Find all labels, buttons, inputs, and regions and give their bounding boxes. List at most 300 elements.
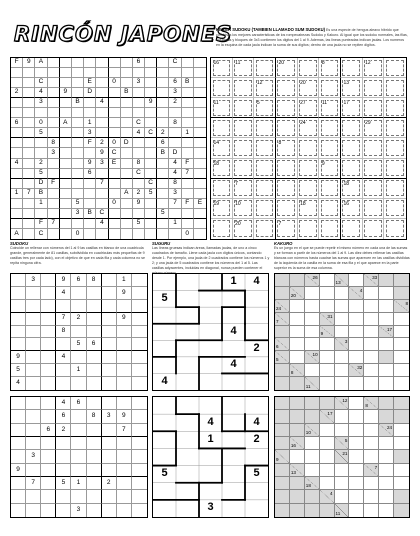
kakuro-cell[interactable] [394, 477, 409, 490]
kakuro-cell[interactable] [349, 450, 364, 463]
kakuro-cell[interactable] [349, 326, 364, 339]
grid-cell[interactable]: 3 [102, 410, 117, 423]
killer-cell[interactable] [319, 179, 341, 199]
grid-cell[interactable] [133, 88, 145, 98]
kakuro-cell[interactable] [364, 504, 379, 517]
grid-cell[interactable]: 0 [109, 199, 121, 209]
grid-cell[interactable] [84, 108, 96, 118]
grid-cell[interactable]: E [194, 199, 206, 209]
grid-cell[interactable] [11, 169, 23, 179]
grid-cell[interactable]: 1 [117, 274, 132, 287]
grid-cell[interactable] [121, 108, 133, 118]
grid-cell[interactable] [11, 274, 26, 287]
killer-cell[interactable] [254, 78, 276, 98]
grid-cell[interactable] [121, 128, 133, 138]
grid-cell[interactable]: 6 [157, 138, 169, 148]
grid-cell[interactable] [72, 219, 84, 229]
killer-cell[interactable] [254, 138, 276, 158]
grid-cell[interactable] [71, 300, 86, 313]
grid-cell[interactable] [48, 229, 60, 239]
grid-cell[interactable] [11, 68, 23, 78]
grid-cell[interactable] [132, 351, 147, 364]
killer-cell[interactable] [298, 58, 320, 78]
kakuro-cell[interactable] [379, 464, 394, 477]
grid-cell[interactable] [121, 179, 133, 189]
grid-cell[interactable] [145, 118, 157, 128]
grid-cell[interactable] [41, 437, 56, 450]
grid-cell[interactable] [132, 313, 147, 326]
grid-cell[interactable] [11, 313, 26, 326]
grid-cell[interactable]: 2 [71, 313, 86, 326]
grid-cell[interactable] [194, 58, 206, 68]
killer-cell[interactable] [319, 98, 341, 118]
grid-cell[interactable] [84, 189, 96, 199]
grid-cell[interactable]: 9 [117, 313, 132, 326]
kakuro-cell[interactable] [364, 287, 379, 300]
kakuro-cell[interactable] [349, 490, 364, 503]
grid-cell[interactable] [133, 148, 145, 158]
grid-cell[interactable] [157, 118, 169, 128]
grid-cell[interactable] [109, 68, 121, 78]
grid-cell[interactable] [96, 229, 108, 239]
killer-cell[interactable] [211, 118, 233, 138]
grid-cell[interactable]: 4 [56, 351, 71, 364]
grid-cell[interactable]: 9 [117, 287, 132, 300]
kakuro-cell[interactable] [349, 410, 364, 423]
kakuro-cell[interactable] [335, 287, 350, 300]
grid-cell[interactable] [87, 364, 102, 377]
grid-cell[interactable] [87, 464, 102, 477]
grid-cell[interactable] [96, 68, 108, 78]
grid-cell[interactable] [109, 229, 121, 239]
kakuro-cell[interactable] [364, 377, 379, 390]
grid-cell[interactable] [133, 229, 145, 239]
kakuro-cell[interactable] [394, 351, 409, 364]
kakuro-cell[interactable] [349, 377, 364, 390]
grid-cell[interactable] [56, 300, 71, 313]
grid-cell[interactable]: 5 [145, 189, 157, 199]
grid-cell[interactable] [72, 159, 84, 169]
grid-cell[interactable] [109, 118, 121, 128]
grid-cell[interactable] [26, 397, 41, 410]
grid-cell[interactable] [109, 98, 121, 108]
killer-cell[interactable] [276, 159, 298, 179]
grid-cell[interactable] [121, 219, 133, 229]
grid-cell[interactable] [11, 338, 26, 351]
grid-cell[interactable] [121, 159, 133, 169]
grid-cell[interactable] [87, 397, 102, 410]
grid-cell[interactable]: 5 [11, 364, 26, 377]
kakuro-cell[interactable] [305, 287, 320, 300]
grid-cell[interactable] [87, 490, 102, 503]
grid-cell[interactable] [96, 108, 108, 118]
grid-cell[interactable] [169, 108, 181, 118]
grid-cell[interactable] [84, 199, 96, 209]
killer-cell[interactable] [384, 98, 406, 118]
grid-cell[interactable]: 3 [169, 88, 181, 98]
grid-cell[interactable]: 3 [48, 148, 60, 158]
kakuro-cell[interactable] [305, 300, 320, 313]
grid-cell[interactable] [182, 189, 194, 199]
grid-cell[interactable] [117, 377, 132, 390]
grid-cell[interactable] [182, 138, 194, 148]
killer-cell[interactable] [298, 118, 320, 138]
kakuro-cell[interactable] [335, 464, 350, 477]
grid-cell[interactable]: 2 [96, 138, 108, 148]
kakuro-cell[interactable] [394, 326, 409, 339]
grid-cell[interactable]: C [35, 78, 47, 88]
kakuro-cell[interactable] [364, 477, 379, 490]
grid-cell[interactable]: 5 [157, 209, 169, 219]
grid-cell[interactable] [133, 68, 145, 78]
kakuro-cell[interactable] [290, 300, 305, 313]
grid-cell[interactable] [41, 477, 56, 490]
kakuro-cell[interactable] [394, 437, 409, 450]
grid-cell[interactable] [56, 450, 71, 463]
grid-cell[interactable] [71, 326, 86, 339]
grid-cell[interactable] [121, 209, 133, 219]
grid-cell[interactable] [133, 179, 145, 189]
grid-cell[interactable] [145, 209, 157, 219]
kakuro-cell[interactable] [305, 313, 320, 326]
grid-cell[interactable] [11, 98, 23, 108]
grid-cell[interactable] [11, 108, 23, 118]
killer-cell[interactable] [341, 179, 363, 199]
killer-cell[interactable] [298, 98, 320, 118]
killer-cell[interactable] [276, 98, 298, 118]
kakuro-cell[interactable] [379, 504, 394, 517]
kakuro-cell[interactable] [364, 424, 379, 437]
kakuro-cell[interactable] [349, 424, 364, 437]
grid-cell[interactable] [23, 118, 35, 128]
grid-cell[interactable] [194, 118, 206, 128]
killer-cell[interactable] [233, 78, 255, 98]
kakuro-cell[interactable] [379, 287, 394, 300]
grid-cell[interactable]: 0 [72, 229, 84, 239]
grid-cell[interactable] [121, 68, 133, 78]
grid-cell[interactable]: 9 [96, 148, 108, 158]
grid-cell[interactable] [182, 219, 194, 229]
grid-cell[interactable] [102, 338, 117, 351]
kakuro-cell[interactable] [335, 364, 350, 377]
grid-cell[interactable]: 9 [11, 351, 26, 364]
grid-cell[interactable]: 5 [56, 477, 71, 490]
kakuro-cell[interactable] [379, 437, 394, 450]
grid-cell[interactable] [157, 78, 169, 88]
kakuro-cell[interactable] [349, 351, 364, 364]
grid-cell[interactable] [26, 504, 41, 517]
grid-cell[interactable]: 6 [71, 397, 86, 410]
grid-cell[interactable] [121, 98, 133, 108]
grid-cell[interactable]: C [96, 209, 108, 219]
grid-cell[interactable] [145, 199, 157, 209]
grid-cell[interactable] [132, 410, 147, 423]
grid-cell[interactable]: A [35, 58, 47, 68]
grid-cell[interactable] [72, 58, 84, 68]
grid-cell[interactable] [157, 199, 169, 209]
grid-cell[interactable] [117, 477, 132, 490]
grid-cell[interactable]: 6 [133, 58, 145, 68]
killer-cell[interactable] [298, 219, 320, 239]
grid-cell[interactable] [132, 464, 147, 477]
grid-cell[interactable] [132, 364, 147, 377]
grid-cell[interactable] [11, 477, 26, 490]
killer-cell[interactable] [211, 78, 233, 98]
kakuro-cell[interactable] [349, 338, 364, 351]
grid-cell[interactable] [102, 326, 117, 339]
grid-cell[interactable] [72, 128, 84, 138]
killer-cell[interactable] [341, 138, 363, 158]
grid-cell[interactable] [169, 68, 181, 78]
grid-cell[interactable]: 3 [71, 504, 86, 517]
grid-cell[interactable] [48, 78, 60, 88]
killer-cell[interactable] [233, 118, 255, 138]
grid-cell[interactable] [102, 450, 117, 463]
grid-cell[interactable]: 7 [48, 219, 60, 229]
grid-cell[interactable] [87, 351, 102, 364]
grid-cell[interactable] [132, 338, 147, 351]
killer-cell[interactable] [384, 179, 406, 199]
grid-cell[interactable] [145, 88, 157, 98]
grid-cell[interactable] [194, 88, 206, 98]
kakuro-cell[interactable] [379, 313, 394, 326]
grid-cell[interactable] [194, 209, 206, 219]
grid-cell[interactable] [84, 68, 96, 78]
killer-cell[interactable] [319, 159, 341, 179]
grid-cell[interactable] [26, 338, 41, 351]
grid-cell[interactable]: 5 [71, 338, 86, 351]
grid-cell[interactable] [11, 78, 23, 88]
grid-cell[interactable] [48, 108, 60, 118]
grid-cell[interactable] [41, 397, 56, 410]
grid-cell[interactable] [11, 199, 23, 209]
grid-cell[interactable] [132, 450, 147, 463]
grid-cell[interactable] [132, 326, 147, 339]
grid-cell[interactable]: 1 [71, 364, 86, 377]
killer-cell[interactable] [254, 58, 276, 78]
grid-cell[interactable] [48, 159, 60, 169]
grid-cell[interactable] [71, 410, 86, 423]
grid-cell[interactable]: F [11, 58, 23, 68]
grid-cell[interactable] [72, 88, 84, 98]
grid-cell[interactable]: C [35, 229, 47, 239]
grid-cell[interactable] [23, 159, 35, 169]
grid-cell[interactable] [48, 118, 60, 128]
grid-cell[interactable] [109, 219, 121, 229]
grid-cell[interactable] [182, 179, 194, 189]
kakuro-cell[interactable] [364, 313, 379, 326]
grid-cell[interactable] [102, 424, 117, 437]
grid-cell[interactable] [48, 189, 60, 199]
grid-cell[interactable]: 6 [41, 424, 56, 437]
grid-cell[interactable] [117, 351, 132, 364]
grid-cell[interactable]: 4 [96, 219, 108, 229]
grid-cell[interactable]: E [84, 78, 96, 88]
kakuro-cell[interactable] [290, 338, 305, 351]
grid-cell[interactable]: 2 [157, 128, 169, 138]
grid-cell[interactable] [72, 138, 84, 148]
grid-cell[interactable] [109, 128, 121, 138]
grid-cell[interactable] [23, 78, 35, 88]
kakuro-cell[interactable] [379, 490, 394, 503]
grid-cell[interactable]: F [84, 138, 96, 148]
grid-cell[interactable] [41, 464, 56, 477]
grid-cell[interactable] [182, 118, 194, 128]
grid-cell[interactable] [60, 209, 72, 219]
grid-cell[interactable] [145, 138, 157, 148]
grid-cell[interactable] [96, 189, 108, 199]
grid-cell[interactable] [56, 377, 71, 390]
grid-cell[interactable]: C [109, 148, 121, 158]
grid-cell[interactable]: 5 [72, 199, 84, 209]
grid-cell[interactable] [11, 326, 26, 339]
grid-cell[interactable]: 2 [11, 88, 23, 98]
killer-cell[interactable] [384, 78, 406, 98]
grid-cell[interactable] [157, 179, 169, 189]
grid-cell[interactable] [109, 169, 121, 179]
kakuro-cell[interactable] [364, 326, 379, 339]
grid-cell[interactable] [11, 437, 26, 450]
grid-cell[interactable] [84, 219, 96, 229]
kakuro-cell[interactable] [379, 477, 394, 490]
grid-cell[interactable] [26, 313, 41, 326]
killer-cell[interactable] [211, 98, 233, 118]
kakuro-cell[interactable] [320, 274, 335, 287]
grid-cell[interactable] [182, 98, 194, 108]
grid-cell[interactable] [102, 364, 117, 377]
grid-cell[interactable]: A [60, 118, 72, 128]
grid-cell[interactable]: 4 [169, 159, 181, 169]
grid-cell[interactable]: 1 [35, 199, 47, 209]
grid-cell[interactable] [48, 209, 60, 219]
grid-cell[interactable]: 1 [11, 189, 23, 199]
grid-cell[interactable] [102, 377, 117, 390]
grid-cell[interactable]: 2 [133, 189, 145, 199]
grid-cell[interactable] [60, 229, 72, 239]
grid-cell[interactable]: 3 [35, 98, 47, 108]
grid-cell[interactable] [60, 98, 72, 108]
killer-cell[interactable] [363, 219, 385, 239]
grid-cell[interactable] [117, 437, 132, 450]
grid-cell[interactable] [121, 169, 133, 179]
killer-cell[interactable] [341, 159, 363, 179]
grid-cell[interactable]: 1 [84, 118, 96, 128]
killer-cell[interactable] [254, 179, 276, 199]
grid-cell[interactable]: 7 [169, 199, 181, 209]
grid-cell[interactable] [109, 209, 121, 219]
kakuro-cell[interactable] [349, 437, 364, 450]
killer-cell[interactable] [298, 138, 320, 158]
grid-cell[interactable]: 2 [56, 424, 71, 437]
grid-cell[interactable] [157, 98, 169, 108]
grid-cell[interactable] [23, 219, 35, 229]
grid-cell[interactable] [96, 78, 108, 88]
grid-cell[interactable] [11, 138, 23, 148]
grid-cell[interactable]: 9 [133, 199, 145, 209]
grid-cell[interactable] [132, 274, 147, 287]
grid-cell[interactable] [132, 300, 147, 313]
grid-cell[interactable] [41, 326, 56, 339]
grid-cell[interactable] [60, 78, 72, 88]
grid-cell[interactable] [87, 504, 102, 517]
grid-cell[interactable] [26, 490, 41, 503]
grid-cell[interactable] [102, 287, 117, 300]
grid-cell[interactable]: B [84, 209, 96, 219]
grid-cell[interactable] [109, 88, 121, 98]
grid-cell[interactable]: 9 [23, 58, 35, 68]
grid-cell[interactable] [96, 88, 108, 98]
grid-cell[interactable] [117, 464, 132, 477]
grid-cell[interactable] [194, 108, 206, 118]
grid-cell[interactable] [60, 128, 72, 138]
grid-cell[interactable] [72, 169, 84, 179]
kakuro-cell[interactable] [320, 364, 335, 377]
grid-cell[interactable] [72, 118, 84, 128]
killer-cell[interactable] [211, 219, 233, 239]
grid-cell[interactable] [87, 300, 102, 313]
grid-cell[interactable] [157, 189, 169, 199]
killer-cell[interactable] [276, 179, 298, 199]
grid-cell[interactable] [84, 58, 96, 68]
grid-cell[interactable] [11, 179, 23, 189]
grid-cell[interactable] [145, 159, 157, 169]
grid-cell[interactable] [133, 209, 145, 219]
grid-cell[interactable] [11, 287, 26, 300]
grid-cell[interactable] [169, 229, 181, 239]
grid-cell[interactable] [56, 437, 71, 450]
grid-cell[interactable] [109, 108, 121, 118]
grid-cell[interactable] [194, 159, 206, 169]
grid-cell[interactable] [56, 364, 71, 377]
grid-cell[interactable] [117, 364, 132, 377]
killer-cell[interactable] [363, 78, 385, 98]
grid-cell[interactable] [169, 128, 181, 138]
grid-cell[interactable]: 4 [11, 159, 23, 169]
grid-cell[interactable] [87, 477, 102, 490]
grid-cell[interactable]: 2 [169, 98, 181, 108]
grid-cell[interactable] [56, 338, 71, 351]
grid-cell[interactable] [109, 179, 121, 189]
grid-cell[interactable]: 0 [35, 118, 47, 128]
kakuro-cell[interactable] [364, 364, 379, 377]
grid-cell[interactable] [26, 351, 41, 364]
grid-cell[interactable]: 7 [23, 189, 35, 199]
grid-cell[interactable]: 7 [56, 313, 71, 326]
killer-cell[interactable] [384, 138, 406, 158]
grid-cell[interactable]: 3 [26, 450, 41, 463]
grid-cell[interactable]: 3 [169, 189, 181, 199]
grid-cell[interactable] [132, 477, 147, 490]
killer-cell[interactable] [341, 219, 363, 239]
kakuro-cell[interactable] [364, 410, 379, 423]
grid-cell[interactable]: 3 [133, 78, 145, 88]
killer-cell[interactable] [276, 58, 298, 78]
grid-cell[interactable] [145, 169, 157, 179]
kakuro-cell[interactable] [320, 351, 335, 364]
kakuro-cell[interactable] [320, 377, 335, 390]
kakuro-cell[interactable] [394, 313, 409, 326]
grid-cell[interactable] [26, 377, 41, 390]
grid-cell[interactable] [117, 338, 132, 351]
grid-cell[interactable]: 5 [133, 219, 145, 229]
grid-cell[interactable] [56, 464, 71, 477]
grid-cell[interactable] [41, 364, 56, 377]
kakuro-cell[interactable] [320, 464, 335, 477]
kakuro-cell[interactable] [320, 477, 335, 490]
kakuro-cell[interactable] [379, 364, 394, 377]
grid-cell[interactable]: 4 [133, 128, 145, 138]
grid-cell[interactable] [41, 450, 56, 463]
